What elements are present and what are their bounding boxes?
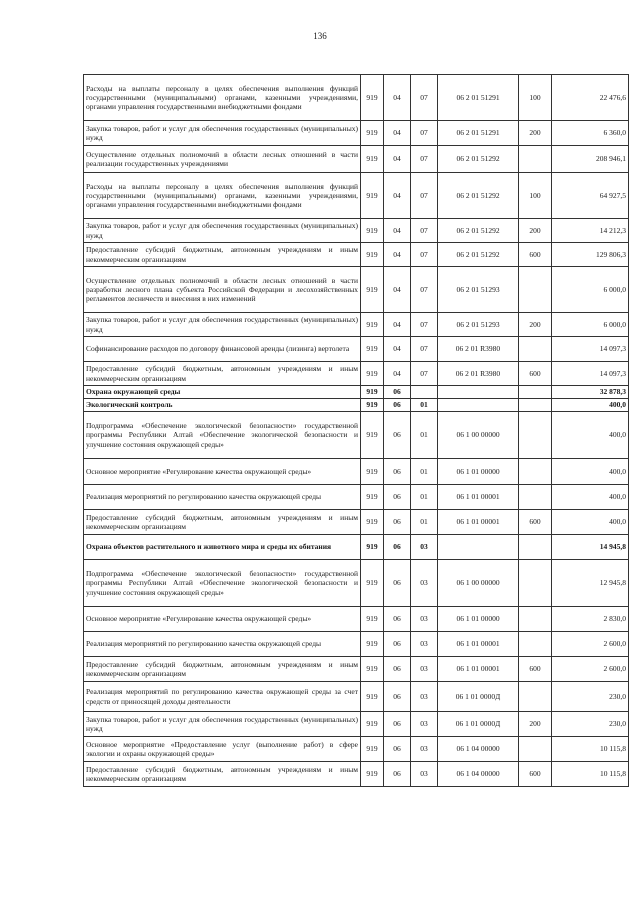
row-expense-type-code <box>519 485 552 510</box>
row-ministry-code: 919 <box>361 607 384 632</box>
row-description: Закупка товаров, работ и услуг для обеспечения государственных (муниципальных) нужд <box>84 219 361 243</box>
row-subsection-code: 03 <box>411 682 438 712</box>
row-amount: 64 927,5 <box>552 173 629 219</box>
row-description: Охрана окружающей среды <box>84 386 361 399</box>
row-ministry-code: 919 <box>361 121 384 146</box>
row-ministry-code: 919 <box>361 535 384 560</box>
row-target-item-code: 06 1 01 0000Д <box>438 682 519 712</box>
row-section-code: 06 <box>384 560 411 607</box>
row-expense-type-code <box>519 337 552 362</box>
row-expense-type-code <box>519 399 552 412</box>
row-section-code: 06 <box>384 607 411 632</box>
row-ministry-code: 919 <box>361 485 384 510</box>
row-description: Реализация мероприятий по регулированию качества окружающей среды <box>84 632 361 657</box>
row-expense-type-code <box>519 607 552 632</box>
row-expense-type-code <box>519 682 552 712</box>
row-amount: 208 946,1 <box>552 146 629 173</box>
row-target-item-code: 06 1 04 00000 <box>438 737 519 762</box>
row-expense-type-code: 600 <box>519 657 552 682</box>
row-subsection-code: 01 <box>411 399 438 412</box>
row-description: Предоставление субсидий бюджетным, автономным учреждениям и иным некоммерческим организациям <box>84 657 361 682</box>
row-expense-type-code <box>519 535 552 560</box>
row-subsection-code: 07 <box>411 219 438 243</box>
row-expense-type-code: 600 <box>519 362 552 386</box>
row-subsection-code: 01 <box>411 485 438 510</box>
row-ministry-code: 919 <box>361 657 384 682</box>
row-description: Реализация мероприятий по регулированию качества окружающей среды за счет средств от приносящей доходы деятельности <box>84 682 361 712</box>
row-ministry-code: 919 <box>361 146 384 173</box>
table-row <box>84 412 629 459</box>
row-amount: 6 360,0 <box>552 121 629 146</box>
row-amount: 32 878,3 <box>552 386 629 399</box>
table-row <box>84 173 629 219</box>
row-section-code: 04 <box>384 313 411 337</box>
row-target-item-code: 06 2 01 51292 <box>438 243 519 267</box>
row-expense-type-code <box>519 737 552 762</box>
row-target-item-code: 06 1 01 00001 <box>438 632 519 657</box>
row-target-item-code: 06 2 01 51293 <box>438 267 519 313</box>
row-description: Предоставление субсидий бюджетным, автономным учреждениям и иным некоммерческим организациям <box>84 243 361 267</box>
row-amount: 6 000,0 <box>552 313 629 337</box>
row-description: Закупка товаров, работ и услуг для обеспечения государственных (муниципальных) нужд <box>84 313 361 337</box>
row-section-code: 04 <box>384 362 411 386</box>
row-section-code: 06 <box>384 386 411 399</box>
row-amount: 129 806,3 <box>552 243 629 267</box>
row-amount: 12 945,8 <box>552 560 629 607</box>
row-target-item-code: 06 1 00 00000 <box>438 412 519 459</box>
row-description: Расходы на выплаты персоналу в целях обеспечения выполнения функций государственными (муниципальными) органами, казенными учреждениями, органами управления государственными внебюджетными фондами <box>84 75 361 121</box>
row-target-item-code: 06 1 01 00000 <box>438 459 519 485</box>
table-row <box>84 712 629 737</box>
row-amount: 2 600,0 <box>552 632 629 657</box>
row-amount: 14 097,3 <box>552 362 629 386</box>
row-ministry-code: 919 <box>361 682 384 712</box>
row-ministry-code: 919 <box>361 219 384 243</box>
row-subsection-code: 03 <box>411 737 438 762</box>
row-section-code: 06 <box>384 399 411 412</box>
row-expense-type-code <box>519 632 552 657</box>
row-section-code: 06 <box>384 682 411 712</box>
row-expense-type-code: 600 <box>519 510 552 535</box>
row-section-code: 06 <box>384 510 411 535</box>
row-ministry-code: 919 <box>361 632 384 657</box>
row-description: Основное мероприятие «Регулирование качества окружающей среды» <box>84 459 361 485</box>
table-row <box>84 459 629 485</box>
row-target-item-code: 06 1 01 00001 <box>438 657 519 682</box>
row-ministry-code: 919 <box>361 362 384 386</box>
table-row <box>84 682 629 712</box>
table-row <box>84 632 629 657</box>
row-expense-type-code <box>519 146 552 173</box>
row-expense-type-code: 200 <box>519 121 552 146</box>
row-target-item-code: 06 2 01 51291 <box>438 75 519 121</box>
page-number: 136 <box>313 31 327 41</box>
table-row <box>84 535 629 560</box>
table-row <box>84 146 629 173</box>
row-section-code: 06 <box>384 459 411 485</box>
row-description: Закупка товаров, работ и услуг для обеспечения государственных (муниципальных) нужд <box>84 712 361 737</box>
row-description: Подпрограмма «Обеспечение экологической безопасности» государственной программы Республики Алтай «Обеспечение экологической безопасности и улучшение состояния окружающей среды» <box>84 412 361 459</box>
row-amount: 2 600,0 <box>552 657 629 682</box>
row-section-code: 06 <box>384 657 411 682</box>
row-description: Осуществление отдельных полномочий в области лесных отношений в части реализации государственных учреждениями <box>84 146 361 173</box>
row-ministry-code: 919 <box>361 412 384 459</box>
table-row <box>84 121 629 146</box>
row-subsection-code: 07 <box>411 267 438 313</box>
row-target-item-code: 06 1 01 00000 <box>438 607 519 632</box>
row-subsection-code: 07 <box>411 243 438 267</box>
row-expense-type-code <box>519 386 552 399</box>
table-row <box>84 75 629 121</box>
row-target-item-code: 06 1 04 00000 <box>438 762 519 787</box>
row-target-item-code: 06 1 00 00000 <box>438 560 519 607</box>
row-amount: 400,0 <box>552 399 629 412</box>
row-amount: 10 115,8 <box>552 762 629 787</box>
row-expense-type-code: 600 <box>519 243 552 267</box>
row-section-code: 04 <box>384 75 411 121</box>
table-row <box>84 657 629 682</box>
row-subsection-code: 03 <box>411 560 438 607</box>
row-description: Предоставление субсидий бюджетным, автономным учреждениям и иным некоммерческим организациям <box>84 362 361 386</box>
row-description: Реализация мероприятий по регулированию качества окружающей среды <box>84 485 361 510</box>
row-ministry-code: 919 <box>361 313 384 337</box>
row-target-item-code: 06 2 01 R3980 <box>438 337 519 362</box>
table-row <box>84 386 629 399</box>
row-amount: 400,0 <box>552 485 629 510</box>
row-subsection-code: 03 <box>411 712 438 737</box>
row-subsection-code: 03 <box>411 632 438 657</box>
row-section-code: 06 <box>384 712 411 737</box>
row-target-item-code: 06 2 01 51292 <box>438 173 519 219</box>
row-section-code: 04 <box>384 219 411 243</box>
table-row <box>84 337 629 362</box>
row-subsection-code: 01 <box>411 459 438 485</box>
row-amount: 400,0 <box>552 510 629 535</box>
row-subsection-code: 03 <box>411 762 438 787</box>
row-amount: 400,0 <box>552 412 629 459</box>
row-section-code: 06 <box>384 412 411 459</box>
row-subsection-code: 07 <box>411 121 438 146</box>
row-amount: 14 212,3 <box>552 219 629 243</box>
row-subsection-code: 07 <box>411 75 438 121</box>
row-expense-type-code: 200 <box>519 219 552 243</box>
row-target-item-code: 06 1 01 00001 <box>438 485 519 510</box>
table-row <box>84 362 629 386</box>
row-description: Охрана объектов растительного и животного мира и среды их обитания <box>84 535 361 560</box>
row-section-code: 06 <box>384 632 411 657</box>
row-section-code: 04 <box>384 173 411 219</box>
row-ministry-code: 919 <box>361 399 384 412</box>
table-row <box>84 219 629 243</box>
row-expense-type-code <box>519 459 552 485</box>
row-amount: 230,0 <box>552 712 629 737</box>
row-ministry-code: 919 <box>361 712 384 737</box>
row-target-item-code: 06 2 01 51292 <box>438 146 519 173</box>
row-ministry-code: 919 <box>361 510 384 535</box>
row-section-code: 04 <box>384 146 411 173</box>
row-amount: 6 000,0 <box>552 267 629 313</box>
table-row <box>84 737 629 762</box>
row-subsection-code <box>411 386 438 399</box>
row-amount: 230,0 <box>552 682 629 712</box>
row-amount: 10 115,8 <box>552 737 629 762</box>
row-description: Подпрограмма «Обеспечение экологической безопасности» государственной программы Республики Алтай «Обеспечение экологической безопасности и улучшение состояния окружающей среды» <box>84 560 361 607</box>
row-subsection-code: 07 <box>411 173 438 219</box>
row-description: Основное мероприятие «Регулирование качества окружающей среды» <box>84 607 361 632</box>
row-ministry-code: 919 <box>361 337 384 362</box>
row-target-item-code <box>438 399 519 412</box>
row-section-code: 06 <box>384 485 411 510</box>
row-expense-type-code: 200 <box>519 712 552 737</box>
row-target-item-code <box>438 386 519 399</box>
row-subsection-code: 03 <box>411 657 438 682</box>
row-ministry-code: 919 <box>361 75 384 121</box>
row-expense-type-code <box>519 412 552 459</box>
table-row <box>84 607 629 632</box>
table-row <box>84 267 629 313</box>
row-description: Расходы на выплаты персоналу в целях обеспечения выполнения функций государственными (муниципальными) органами, казенными учреждениями, органами управления государственными внебюджетными фондами <box>84 173 361 219</box>
row-description: Софинансирование расходов по договору финансовой аренды (лизинга) вертолета <box>84 337 361 362</box>
row-subsection-code: 07 <box>411 362 438 386</box>
row-ministry-code: 919 <box>361 173 384 219</box>
table-row <box>84 399 629 412</box>
row-expense-type-code <box>519 267 552 313</box>
table-row <box>84 762 629 787</box>
row-section-code: 06 <box>384 535 411 560</box>
row-ministry-code: 919 <box>361 459 384 485</box>
row-target-item-code: 06 2 01 51291 <box>438 121 519 146</box>
row-ministry-code: 919 <box>361 737 384 762</box>
row-target-item-code: 06 1 01 00001 <box>438 510 519 535</box>
budget-table-body <box>84 75 629 787</box>
row-target-item-code <box>438 535 519 560</box>
row-description: Осуществление отдельных полномочий в области лесных отношений в части разработки лесного плана субъекта Российской Федерации и лесохозяйственных регламентов лесничеств и внесения в них изменений <box>84 267 361 313</box>
row-ministry-code: 919 <box>361 762 384 787</box>
row-subsection-code: 07 <box>411 146 438 173</box>
row-section-code: 04 <box>384 243 411 267</box>
table-row <box>84 243 629 267</box>
row-amount: 22 476,6 <box>552 75 629 121</box>
row-expense-type-code: 100 <box>519 173 552 219</box>
row-amount: 14 945,8 <box>552 535 629 560</box>
row-section-code: 04 <box>384 337 411 362</box>
row-amount: 2 830,0 <box>552 607 629 632</box>
table-row <box>84 485 629 510</box>
row-amount: 14 097,3 <box>552 337 629 362</box>
row-subsection-code: 03 <box>411 607 438 632</box>
table-row <box>84 560 629 607</box>
table-row <box>84 510 629 535</box>
table-row <box>84 313 629 337</box>
row-expense-type-code <box>519 560 552 607</box>
row-section-code: 04 <box>384 267 411 313</box>
row-description: Экологический контроль <box>84 399 361 412</box>
row-section-code: 06 <box>384 762 411 787</box>
row-expense-type-code: 600 <box>519 762 552 787</box>
row-target-item-code: 06 2 01 R3980 <box>438 362 519 386</box>
row-ministry-code: 919 <box>361 386 384 399</box>
row-subsection-code: 01 <box>411 412 438 459</box>
row-amount: 400,0 <box>552 459 629 485</box>
budget-table <box>83 74 629 787</box>
row-description: Предоставление субсидий бюджетным, автономным учреждениям и иным некоммерческим организациям <box>84 510 361 535</box>
row-subsection-code: 01 <box>411 510 438 535</box>
row-target-item-code: 06 2 01 51293 <box>438 313 519 337</box>
row-expense-type-code: 100 <box>519 75 552 121</box>
row-ministry-code: 919 <box>361 267 384 313</box>
row-description: Предоставление субсидий бюджетным, автономным учреждениям и иным некоммерческим организациям <box>84 762 361 787</box>
row-ministry-code: 919 <box>361 243 384 267</box>
row-subsection-code: 07 <box>411 313 438 337</box>
row-section-code: 06 <box>384 737 411 762</box>
row-subsection-code: 07 <box>411 337 438 362</box>
row-ministry-code: 919 <box>361 560 384 607</box>
row-expense-type-code: 200 <box>519 313 552 337</box>
row-section-code: 04 <box>384 121 411 146</box>
row-target-item-code: 06 2 01 51292 <box>438 219 519 243</box>
row-subsection-code: 03 <box>411 535 438 560</box>
row-description: Основное мероприятие «Предоставление услуг (выполнение работ) в сфере экологии и охраны окружающей среды» <box>84 737 361 762</box>
row-target-item-code: 06 1 01 0000Д <box>438 712 519 737</box>
row-description: Закупка товаров, работ и услуг для обеспечения государственных (муниципальных) нужд <box>84 121 361 146</box>
